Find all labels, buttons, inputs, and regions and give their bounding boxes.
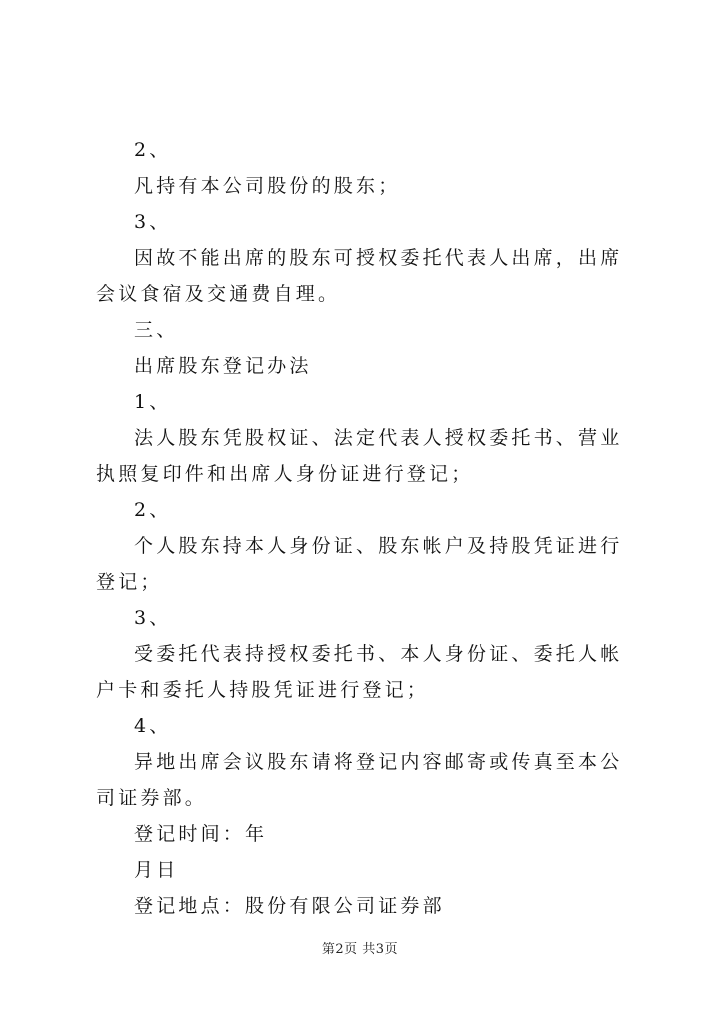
paragraph-shareholders-eligible: 凡持有本公司股份的股东； [134, 175, 401, 197]
registration-date: 月日 [134, 859, 179, 881]
registration-time: 登记时间：年 [134, 823, 268, 845]
paragraph-item-number-3: 3、 [134, 211, 172, 233]
paragraph-remote-registration: 异地出席会议股东请将登记内容邮寄或传真至本公司证券部。 [96, 751, 623, 809]
section-title-registration: 出席股东登记办法 [134, 355, 312, 377]
paragraph-item-number-2b: 2、 [134, 499, 172, 521]
registration-location: 登记地点：股份有限公司证券部 [134, 895, 445, 917]
page-number-footer: 第2页 共3页 [321, 942, 399, 957]
paragraph-item-number-2: 2、 [134, 139, 172, 161]
paragraph-item-number-3b: 3、 [134, 607, 172, 629]
paragraph-legal-person-registration: 法人股东凭股权证、法定代表人授权委托书、营业执照复印件和出席人身份证进行登记； [96, 427, 623, 485]
section-heading-three: 三、 [134, 319, 179, 341]
paragraph-proxy-registration: 受委托代表持授权委托书、本人身份证、委托人帐户卡和委托人持股凭证进行登记； [96, 643, 623, 701]
paragraph-proxy-attendance: 因故不能出席的股东可授权委托代表人出席，出席会议食宿及交通费自理。 [96, 247, 623, 305]
document-body [96, 132, 636, 924]
paragraph-item-number-4: 4、 [134, 715, 172, 737]
paragraph-item-number-1: 1、 [134, 391, 172, 413]
paragraph-individual-registration: 个人股东持本人身份证、股东帐户及持股凭证进行登记； [96, 535, 623, 593]
